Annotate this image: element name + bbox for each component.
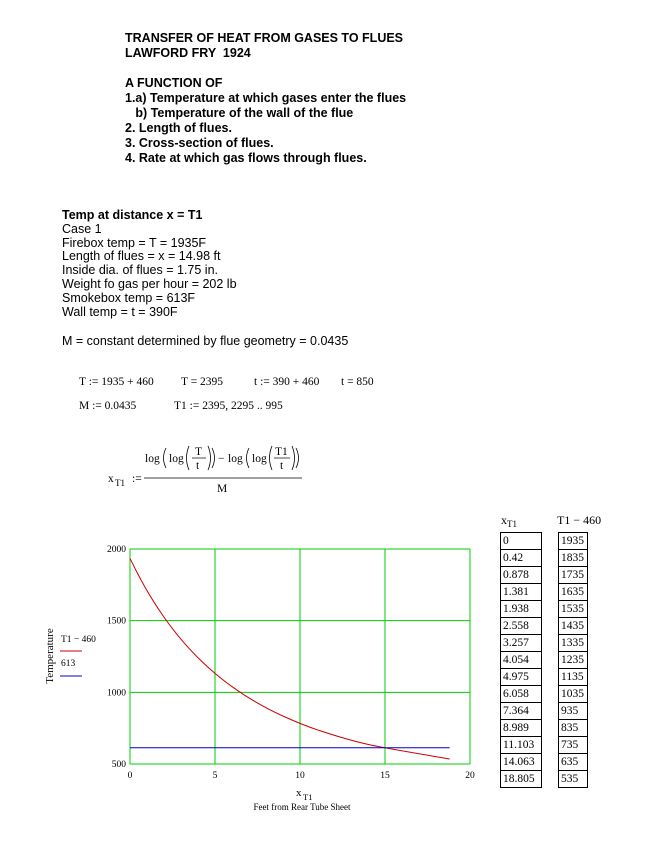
x-tick-label: 15 [380,771,390,781]
function-item: 2. Length of flues. [125,121,232,135]
temp-value-cell: 1635 [559,584,588,601]
function-item: 4. Rate at which gas flows through flues. [125,151,367,165]
temp-value-cell: 1235 [559,652,588,669]
T-definition: T := 1935 + 460 [79,376,154,388]
table-row [559,686,588,703]
doc-title: TRANSFER OF HEAT FROM GASES TO FLUES [125,31,404,45]
m-constant-line: M = constant determined by flue geometry = 0.0435 [62,334,349,348]
table-row [559,635,588,652]
x-tick-label: 20 [465,771,475,781]
table-row [559,584,588,601]
formula-lhs: x [108,473,114,485]
temp-value-cell: 1535 [559,601,588,618]
table-row [559,720,588,737]
t-definition: t := 390 + 460 [254,376,320,388]
table-row [559,550,588,567]
temp-value-cell: 1935 [559,533,588,550]
frac-T1: T1 [275,446,288,458]
log-word: log [169,453,184,465]
temp-values-table [558,532,588,788]
table-row [501,550,542,567]
param-line: Wall temp = t = 390F [62,304,178,319]
y-tick-label: 500 [111,760,126,770]
x-value-cell: 2.558 [501,618,542,635]
table-row [501,686,542,703]
temp-value-cell: 1035 [559,686,588,703]
table-row [501,754,542,771]
T1-range: T1 := 2395, 2295 .. 995 [174,400,283,412]
y-tick-label: 1000 [107,688,126,699]
table-row [501,618,542,635]
x-value-cell: 0.878 [501,567,542,584]
log-word: log [145,453,160,465]
temp-value-cell: 635 [559,754,588,771]
temp-value-cell: 1335 [559,635,588,652]
table-row [559,737,588,754]
temp-value-cell: 835 [559,720,588,737]
legend-label-613: 613 [61,659,76,669]
table-row [501,771,542,788]
temp-value-cell: 1135 [559,669,588,686]
x-axis-label-sub: T1 [303,792,313,802]
function-heading: A FUNCTION OF [125,76,223,90]
table-row [501,737,542,754]
x-value-cell: 4.975 [501,669,542,686]
x-value-cell: 6.058 [501,686,542,703]
frac-T: T [195,446,203,458]
temp-value-cell: 535 [559,771,588,788]
table-header-t: T1 − 460 [557,513,602,527]
temp-value-cell: 1835 [559,550,588,567]
x-axis-caption: Feet from Rear Tube Sheet [253,802,351,812]
param-line: Firebox temp = T = 1935F [62,235,207,250]
doc-subtitle: LAWFORD FRY 1924 [125,46,251,60]
table-row [559,533,588,550]
temp-value-cell: 735 [559,737,588,754]
x-value-cell: 11.103 [501,737,542,754]
x-value-cell: 14.063 [501,754,542,771]
table-row [559,652,588,669]
formula-assign: := [132,473,142,485]
x-value-cell: 0 [501,533,542,550]
x-value-cell: 4.054 [501,652,542,669]
x-value-cell: 0.42 [501,550,542,567]
table-row [559,754,588,771]
log-word: log [228,453,243,465]
params-title: Temp at distance x = T1 [62,208,203,222]
formula-denominator: M [217,483,228,495]
table-row [501,635,542,652]
frac-t: t [280,460,284,472]
x-tick-label: 10 [295,771,305,781]
series-line-t1 [130,558,450,759]
table-row [501,567,542,584]
x-values-table [500,532,542,788]
table-row [559,703,588,720]
function-item: b) Temperature of the wall of the flue [125,106,354,120]
table-row [501,584,542,601]
x-value-cell: 8.989 [501,720,542,737]
M-definition: M := 0.0435 [79,400,137,412]
log-word: log [252,453,267,465]
x-tick-label: 0 [127,771,133,781]
t-value: t = 850 [341,376,374,388]
param-line: Inside dia. of flues = 1.75 in. [62,263,219,278]
table-row [559,669,588,686]
param-line: Case 1 [62,221,102,236]
table-row [559,771,588,788]
table-row [501,601,542,618]
table-row [501,652,542,669]
param-line: Length of flues = x = 14.98 ft [62,249,221,264]
x-value-cell: 1.381 [501,584,542,601]
function-item: 3. Cross-section of flues. [125,136,274,150]
x-value-cell: 18.805 [501,771,542,788]
temp-value-cell: 1435 [559,618,588,635]
table-row [559,567,588,584]
y-tick-label: 2000 [107,545,126,555]
temp-value-cell: 935 [559,703,588,720]
formula-minus: − [218,453,225,465]
x-value-cell: 7.364 [501,703,542,720]
table-row [501,533,542,550]
table-row [559,601,588,618]
table-row [501,669,542,686]
frac-t: t [196,460,200,472]
x-tick-label: 5 [212,771,218,781]
table-row [501,703,542,720]
x-value-cell: 1.938 [501,601,542,618]
formula-lhs-sub: T1 [115,478,125,488]
y-tick-label: 1500 [107,616,126,627]
param-line: Smokebox temp = 613F [62,290,196,305]
x-axis-label: x [296,787,302,799]
table-row [501,720,542,737]
function-item: 1.a) Temperature at which gases enter the flues [125,91,407,105]
param-line: Weight fo gas per hour = 202 lb [62,276,237,291]
table-row [559,618,588,635]
temp-value-cell: 1735 [559,567,588,584]
legend-label-t1: T1 − 460 [61,635,96,645]
table-header-x: $x_{T1}$ [501,513,517,529]
y-axis-label: Temperature [44,628,56,684]
x-value-cell: 3.257 [501,635,542,652]
T-value: T = 2395 [181,376,224,388]
